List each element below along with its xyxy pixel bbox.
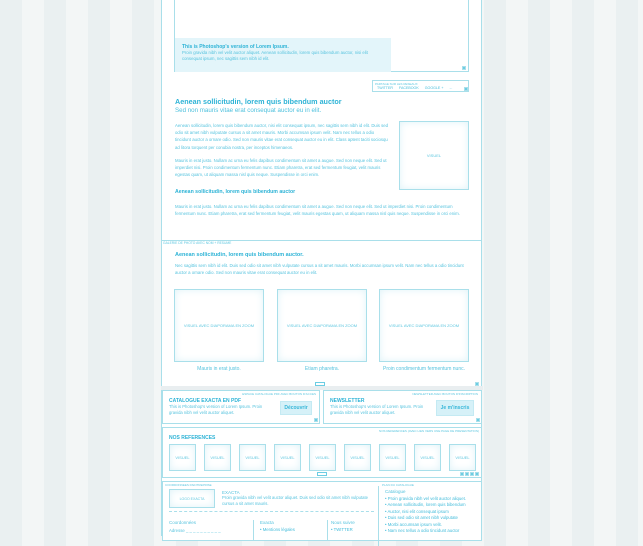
gallery-image[interactable]: VISUEL AVEC DIAPORAMA EN ZOOM	[277, 289, 367, 362]
catalogue-label: ESPACE CATALOGUE PDF AVEC BOUTON D'ACCES	[242, 392, 316, 396]
gallery-image[interactable]: VISUEL AVEC DIAPORAMA EN ZOOM	[174, 289, 264, 362]
hero-slider[interactable]	[174, 0, 469, 72]
prev-icon[interactable]	[460, 472, 464, 476]
article-subheading: Aenean sollicitudin, lorem quis bibendum auctor	[175, 189, 296, 195]
company-logo[interactable]: LOGO EXACTA	[169, 489, 215, 508]
gallery-image[interactable]: VISUEL AVEC DIAPORAMA EN ZOOM	[379, 289, 469, 362]
article-paragraph: Mauris in erat justo. Nullam ac urna eu felis dapibus condimentum sit amet a augue. Sed non neque elit. Sed ut imperdiet nisi. Proin condimentum fermentum nunc. Etiam pharetra, erat sed fermentum feugiat, velit mauris egestas quam, ut aliquam massa nisl quis neque. Suspendisse in orci enim.	[175, 158, 387, 178]
company-name: EXACTA	[222, 490, 240, 495]
follow-title: Nous suivre	[331, 520, 355, 525]
share-twitter[interactable]: TWITTER	[377, 86, 393, 90]
catalogue-text: This is Photoshop's version of Lorem Ipsum. Proin gravida nibh vel velit auctor aliquet.	[169, 404, 263, 415]
twitter-link[interactable]: • TWITTER	[331, 527, 353, 533]
gallery-caption: Mauris in erat justo.	[197, 366, 241, 372]
gallery-caption: Etiam pharetra.	[304, 366, 340, 372]
address-field: Adresse _ _ _ _ _ _ _ _ _ _	[169, 528, 221, 533]
legal-link[interactable]: • Mentions légales	[260, 527, 295, 533]
plan-link[interactable]: • Auctor, nisi elit consequat ipsum	[385, 509, 466, 515]
catalogue-box	[162, 390, 320, 424]
share-label: PARTAGE SUR LES RESEAUX	[375, 82, 418, 86]
hero-caption	[175, 38, 391, 72]
expand-icon[interactable]	[476, 418, 480, 422]
company-label: COORDONNEES D'ENTREPRISE	[165, 483, 212, 487]
divider	[169, 511, 374, 512]
references-list	[169, 444, 476, 471]
reference-item[interactable]: VISUEL	[309, 444, 336, 471]
reference-item[interactable]: VISUEL	[414, 444, 441, 471]
share-google[interactable]: GOOGLE +	[424, 86, 444, 90]
gallery-caption: Proin condimentum fermentum nunc.	[383, 366, 465, 372]
footer	[162, 481, 482, 541]
subscribe-button[interactable]: Je m'inscris	[436, 400, 474, 416]
reference-item[interactable]: VISUEL	[379, 444, 406, 471]
divider	[253, 520, 254, 540]
share-box	[372, 80, 469, 92]
newsletter-box	[323, 390, 482, 424]
share-more[interactable]: ...	[449, 86, 453, 90]
plan-link[interactable]: • Proin gravida nibh vel velit auctor aliquet.	[385, 496, 466, 502]
expand-icon[interactable]	[475, 472, 479, 476]
divider	[327, 520, 328, 540]
article-subtitle: Sed non mauris vitae erat consequat auctor eu in elit.	[175, 107, 322, 114]
company-text: Proin gravida nibh vel velit auctor aliquet. Duis sed odio sit amet nibh vulputate cursus a sit amet mauris.	[222, 495, 368, 506]
gallery-title: Aenean sollicitudin, lorem quis bibendum auctor.	[175, 252, 304, 258]
pause-icon[interactable]	[465, 472, 469, 476]
discover-button[interactable]: Découvrir	[280, 401, 312, 415]
newsletter-text: This is Photoshop's version of Lorem Ipsum. Proin gravida nibh vel velit auctor aliquet.	[330, 404, 424, 415]
reference-item[interactable]: VISUEL	[169, 444, 196, 471]
plan-link[interactable]: • Nam nec tellus a odio tincidunt auctor	[385, 528, 466, 534]
gallery-text: Nec sagittis sem nibh id elit. Duis sed odio sit amet nibh vulputate cursus a sit amet mauris. Morbi accumsan ipsum velit. Nam nec tellus a odio tincidunt auctor a ornare odio. Sed non mauris vitae erat consequat auctor eu in elit.	[175, 263, 464, 275]
reference-item[interactable]: VISUEL	[274, 444, 301, 471]
plan-link[interactable]: • Aenean sollicitudin, lorem quis bibendum	[385, 502, 466, 508]
reference-item[interactable]: VISUEL	[239, 444, 266, 471]
references-title: NOS REFERENCES	[169, 435, 216, 441]
article-image: VISUEL	[399, 121, 469, 190]
carousel-controls[interactable]	[460, 472, 479, 476]
newsletter-title: NEWSLETTER	[330, 398, 365, 404]
reference-item[interactable]: VISUEL	[449, 444, 476, 471]
hero-caption-title: This is Photoshop's version of Lorem Ipsum.	[182, 44, 289, 50]
exacta-title: Exacta	[260, 520, 274, 525]
reference-item[interactable]: VISUEL	[204, 444, 231, 471]
coordinates-title: Coordonnées	[169, 520, 197, 525]
pager-dots[interactable]	[317, 472, 327, 476]
expand-icon[interactable]	[314, 418, 318, 422]
plan-title: Catalogue	[385, 489, 406, 494]
article-paragraph: Aenean sollicitudin, lorem quis bibendum auctor, nisi elit consequat ipsum, nec sagittis sem nibh id elit. Duis sed odio sit amet nibh vulputate cursus a sit amet mauris. Morbi accumsan ipsum velit. Nam nec tellus a odio tincidunt auctor a ornare odio. Sed non mauris vitae erat consequat auctor eu in elit. Class aptent taciti sociosqu ad litora torquent per conubia nostra, per inceptos himenaeos.	[175, 123, 389, 150]
references-box	[162, 427, 482, 478]
catalogue-title: CATALOGUE EXACTA EN PDF	[169, 398, 242, 404]
expand-icon[interactable]	[462, 66, 466, 70]
plan-link[interactable]: • Duis sed odio sit amet nibh vulputate	[385, 515, 466, 521]
references-label: NOS REFERENCES (AVEC LIEN VERS UNE PAGE DE PRESENTATION)	[379, 429, 479, 433]
expand-icon[interactable]	[464, 87, 468, 91]
gallery-label: GALERIE DE PHOTO AVEC NOM + RESUME	[163, 241, 232, 245]
reference-item[interactable]: VISUEL	[344, 444, 371, 471]
plan-link[interactable]: • Morbi accumsan ipsum velit.	[385, 522, 466, 528]
article-paragraph: Mauris in erat justo. Nullam ac urna eu felis dapibus condimentum sit amet a augue. Sed non neque elit. Sed ut imperdiet nisi. Proin condimentum fermentum nunc. Etiam pharetra, erat sed fermentum feugiat, velit mauris egestas quam, ut aliquam massa nisl quis neque. Suspendisse in orci enim.	[175, 204, 460, 217]
plan-label: PLAN DU CATALOGUE	[382, 483, 414, 487]
next-icon[interactable]	[470, 472, 474, 476]
share-facebook[interactable]: FACEBOOK	[398, 86, 419, 90]
article-title: Aenean sollicitudin, lorem quis bibendum auctor	[175, 97, 342, 106]
divider	[378, 486, 379, 546]
hero-caption-text: Proin gravida nibh vel velit auctor aliquet. Aenean sollicitudin, lorem quis bibendum auctor, nisi elit consequat ipsum, nec sagittis sem nibh id elit.	[182, 50, 368, 61]
newsletter-label: NEWSLETTER AVEC BOUTON D'INSCRIPTION	[412, 392, 478, 396]
